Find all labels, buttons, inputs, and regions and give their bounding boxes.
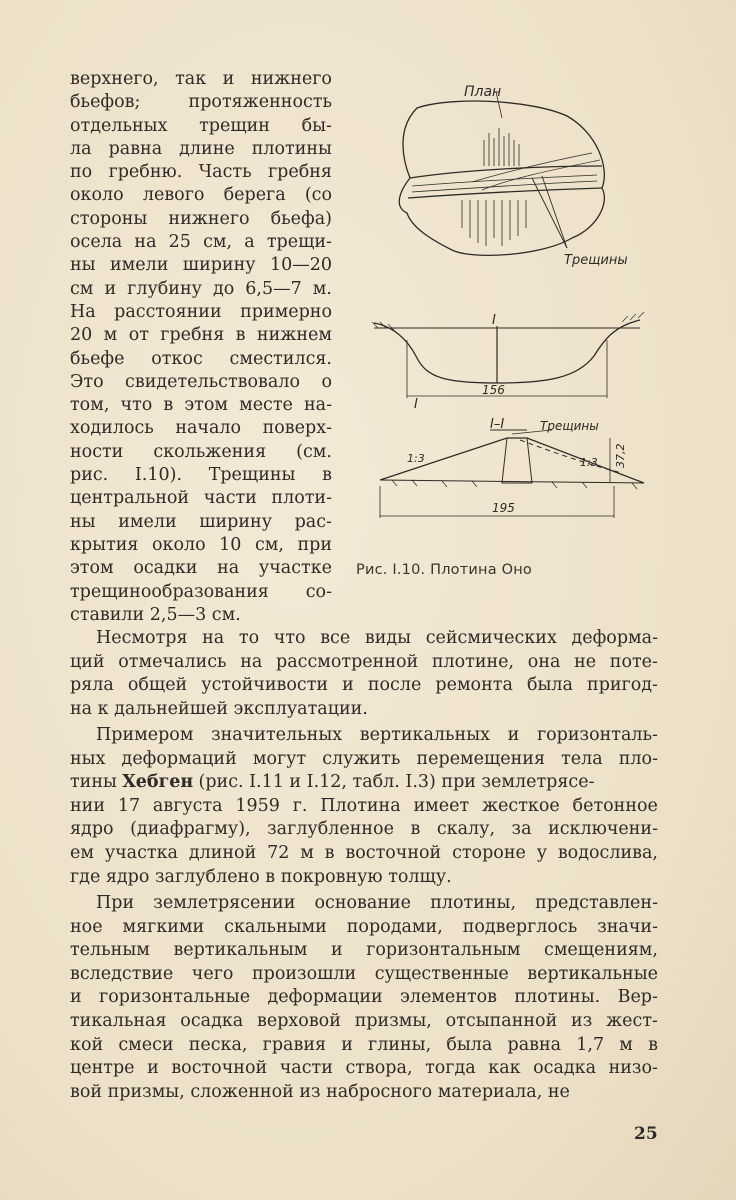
left-column-line: отдельных трещин бы- xyxy=(70,115,332,136)
left-column-text xyxy=(70,68,332,627)
dam-drawing xyxy=(352,78,652,548)
left-column-line: стороны нижнего бьефа) xyxy=(70,208,332,229)
left-column-line: том, что в этом месте на- xyxy=(70,395,332,416)
p3-line: центре и восточной части створа, тогда как осадка низо- xyxy=(70,1058,658,1079)
left-column-line: ны имели ширину рас- xyxy=(70,511,332,532)
p2-line: ных деформаций могут служить перемещения тела пло- xyxy=(70,748,658,769)
paragraph-2 xyxy=(70,724,658,889)
p2-line: где ядро заглублено в покровную толщу. xyxy=(70,866,452,887)
p2-line: нии 17 августа 1959 г. Плотина имеет жесткое бетонное xyxy=(70,795,658,816)
dim-156: 156 xyxy=(482,383,505,397)
cracks-leader-2 xyxy=(542,176,567,248)
left-column-line: ны имели ширину 10—20 xyxy=(70,255,332,276)
paragraph-1 xyxy=(70,627,658,721)
p2-line: ядро (диафрагму), заглубленное в скалу, за исключени- xyxy=(70,819,658,840)
slope-right: 1:3 xyxy=(580,456,598,469)
left-column-line: ходилось начало поверх- xyxy=(70,418,332,439)
plan-hatching-top xyxy=(484,128,519,166)
left-column-line: трещинообразования со- xyxy=(70,581,332,602)
plan-hatching-bottom xyxy=(462,200,526,246)
left-column-line: Это свидетельствовало о xyxy=(70,371,332,392)
left-column-line: крытия около 10 см, при xyxy=(70,534,332,555)
p2-text: тины xyxy=(70,772,117,793)
left-column-line: по гребню. Часть гребня xyxy=(70,162,332,183)
left-column-line: ности скольжения (см. xyxy=(70,441,332,462)
slope-left: 1:3 xyxy=(407,452,425,465)
cracks-leader-1 xyxy=(532,178,567,248)
figure-dam-ono xyxy=(352,78,652,548)
left-column-line: этом осадки на участке xyxy=(70,558,332,579)
dam-core xyxy=(502,438,532,483)
left-column-line: ставили 2,5—3 см. xyxy=(70,604,241,625)
p1-line: ряла общей устойчивости и после ремонта была пригод- xyxy=(70,675,658,696)
label-cracks-section: Трещины xyxy=(540,419,599,433)
left-column-line: рис. I.10). Трещины в xyxy=(70,465,332,486)
p2-line: Примером значительных вертикальных и горизонталь- xyxy=(96,725,658,745)
figure-caption: Рис. I.10. Плотина Оно xyxy=(356,562,532,578)
paragraph-3 xyxy=(70,892,658,1104)
left-column-line: верхнего, так и нижнего xyxy=(70,69,332,89)
left-column-line: ла равна длине плотины xyxy=(70,138,332,159)
p3-line: тельным вертикальным и горизонтальным смещениям, xyxy=(70,940,658,961)
p3-line: ное мягкими скальными породами, подверглось значи- xyxy=(70,916,658,937)
dam-name-hebgen: Хебген xyxy=(122,772,194,793)
left-column-line: бьефов; протяженность xyxy=(70,92,332,113)
p1-line: на к дальнейшей эксплуатации. xyxy=(70,698,368,719)
left-column-line: см и глубину до 6,5—7 м. xyxy=(70,278,332,299)
p3-line: вследствие чего произошли существенные вертикальные xyxy=(70,963,658,984)
left-column-line: 20 м от гребня в нижнем xyxy=(70,325,332,346)
left-column-line: На расстоянии примерно xyxy=(70,301,332,322)
section-mark-top: I xyxy=(492,313,496,328)
label-plan: План xyxy=(464,84,502,100)
section-mark-bottom: I xyxy=(414,397,418,412)
label-section: I–I xyxy=(490,417,505,432)
p1-line: Несмотря на то что все виды сейсмических деформа- xyxy=(96,628,658,648)
p3-line: и горизонтальные деформации элементов плотины. Вер- xyxy=(70,987,658,1008)
plan-crest-bottom xyxy=(408,188,602,198)
page-number: 25 xyxy=(634,1124,658,1144)
p2-line: ем участка длиной 72 м в восточной стороне у водослива, xyxy=(70,842,658,863)
p3-line: тикальная осадка верховой призмы, отсыпанной из жест- xyxy=(70,1010,658,1031)
label-cracks-plan: Трещины xyxy=(564,253,628,268)
left-column-line: центральной части плоти- xyxy=(70,488,332,509)
plan-view xyxy=(399,92,604,255)
left-column-line: осела на 25 см, а трещи- xyxy=(70,232,332,253)
p1-line: ций отмечались на рассмотренной плотине, она не поте- xyxy=(70,651,658,672)
p3-line: При землетрясении основание плотины, представлен- xyxy=(96,893,658,913)
valley-section xyxy=(372,312,644,398)
left-column-line: бьефе откос сместился. xyxy=(70,348,332,369)
p3-line: кой смеси песка, гравия и глины, была равна 1,7 м в xyxy=(70,1034,658,1055)
left-column-line: около левого берега (со xyxy=(70,185,332,206)
dim-195: 195 xyxy=(492,501,515,515)
p2-line-with-name xyxy=(70,771,658,795)
p2-text: (рис. I.11 и I.12, табл. I.3) при землетрясе- xyxy=(198,772,595,793)
p3-line: вой призмы, сложенной из набросного материала, не xyxy=(70,1081,570,1102)
dim-37-2: 37,2 xyxy=(614,443,627,468)
valley-profile xyxy=(374,320,640,383)
